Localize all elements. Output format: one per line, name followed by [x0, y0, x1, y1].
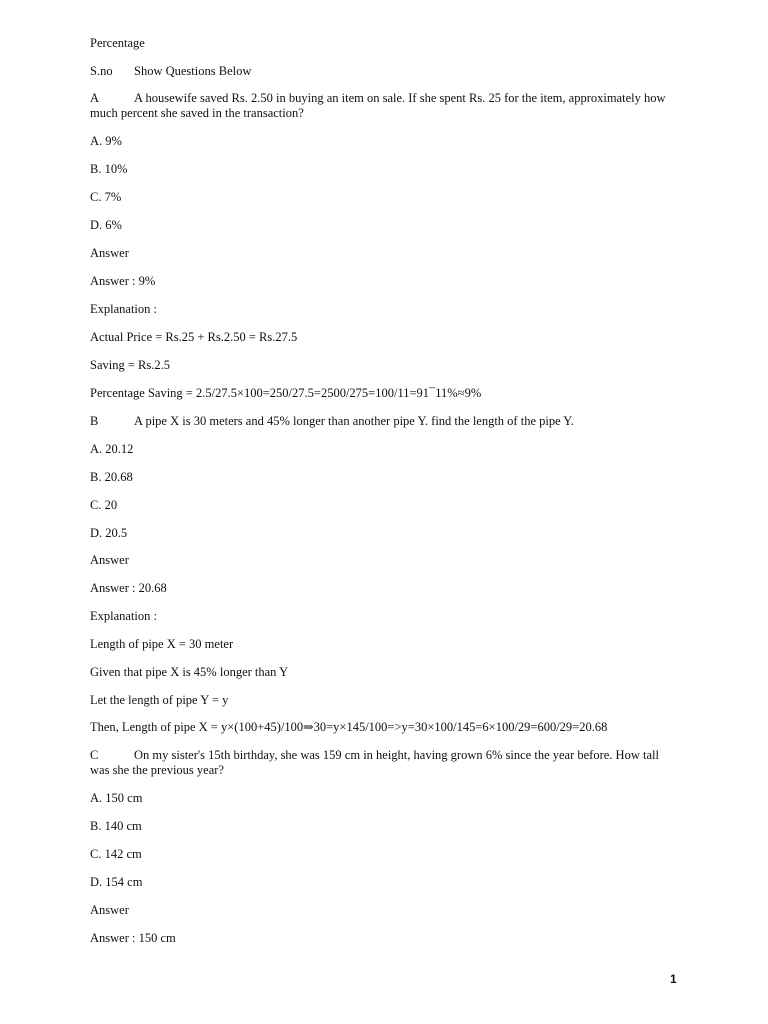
question-b-option-d: D. 20.5 [90, 526, 128, 540]
column-header-row [90, 64, 251, 78]
question-b-explanation-label: Explanation : [90, 609, 157, 623]
question-c-answer: Answer : 150 cm [90, 931, 176, 945]
question-a-option-b: B. 10% [90, 162, 128, 176]
show-questions-label: Show Questions Below [134, 64, 252, 78]
question-a-option-c: C. 7% [90, 190, 122, 204]
question-a-text: A housewife saved Rs. 2.50 in buying an item on sale. If she spent Rs. 25 for the item, approximately how much percent she saved in the transaction? [90, 91, 666, 120]
question-b-explanation-line: Then, Length of pipe X = y×(100+45)/100⇒30=y×145/100=>y=30×100/145=6×100/29=600/29=20.68 [90, 720, 608, 734]
question-c-letter: C [90, 748, 99, 762]
question-c-option-d: D. 154 cm [90, 875, 143, 889]
question-b [90, 414, 574, 428]
page-number: 1 [670, 972, 677, 986]
question-a-explanation-label: Explanation : [90, 302, 157, 316]
question-a-explanation-line: Actual Price = Rs.25 + Rs.2.50 = Rs.27.5 [90, 330, 298, 344]
question-c [90, 748, 680, 778]
question-b-answer: Answer : 20.68 [90, 581, 167, 595]
question-b-option-a: A. 20.12 [90, 442, 134, 456]
question-a-answer: Answer : 9% [90, 274, 156, 288]
question-b-option-c: C. 20 [90, 498, 118, 512]
sno-label: S.no [90, 64, 113, 78]
question-b-explanation-line: Length of pipe X = 30 meter [90, 637, 234, 651]
question-b-text: A pipe X is 30 meters and 45% longer than another pipe Y. find the length of the pipe Y. [134, 414, 574, 428]
question-a [90, 91, 680, 121]
question-a-option-d: D. 6% [90, 218, 122, 232]
question-b-explanation-line: Let the length of pipe Y = y [90, 693, 229, 707]
question-b-explanation-line: Given that pipe X is 45% longer than Y [90, 665, 289, 679]
question-a-explanation-line: Saving = Rs.2.5 [90, 358, 170, 372]
question-c-option-c: C. 142 cm [90, 847, 142, 861]
question-a-option-a: A. 9% [90, 134, 122, 148]
question-c-option-b: B. 140 cm [90, 819, 142, 833]
question-a-explanation-line: Percentage Saving = 2.5/27.5×100=250/27.5=2500/275=100/11=91¯11%≈9% [90, 386, 482, 400]
question-b-option-b: B. 20.68 [90, 470, 133, 484]
question-c-answer-label: Answer [90, 903, 129, 917]
question-b-letter: B [90, 414, 99, 428]
question-a-answer-label: Answer [90, 246, 129, 260]
question-c-text: On my sister's 15th birthday, she was 159 cm in height, having grown 6% since the year before. How tall was she the previous year? [90, 748, 659, 777]
document-heading: Percentage [90, 36, 145, 50]
question-c-option-a: A. 150 cm [90, 791, 143, 805]
question-b-answer-label: Answer [90, 553, 129, 567]
question-a-letter: A [90, 91, 100, 105]
